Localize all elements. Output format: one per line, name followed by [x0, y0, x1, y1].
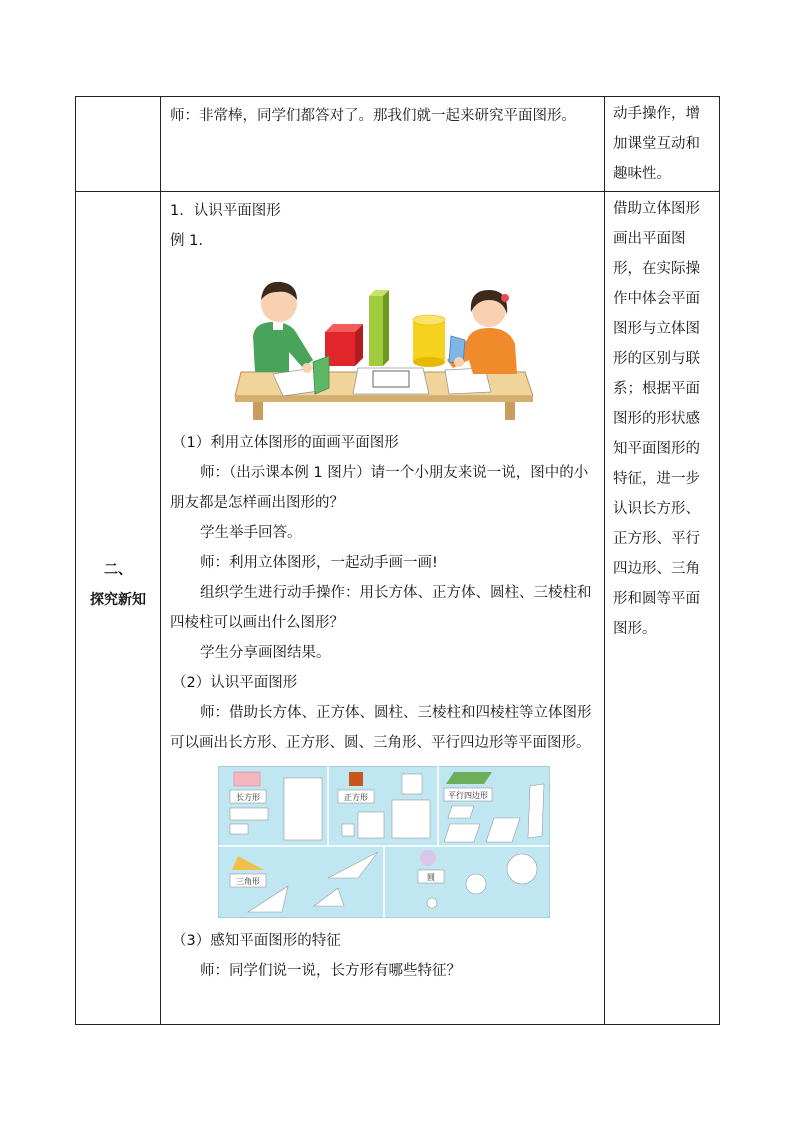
section-cell: [76, 192, 161, 1025]
table-row: [76, 192, 720, 1025]
section-name: 探究新知: [90, 592, 146, 608]
section-cell: [76, 97, 161, 192]
table-row: [76, 97, 720, 192]
part1-title: （1）利用立体图形的面画平面图形: [172, 435, 399, 451]
square-label: 正方形: [344, 793, 368, 802]
circle-label: 圆: [427, 873, 435, 882]
parallelogram-color-swatch: [446, 772, 492, 784]
section-heading: 1．认识平面图形: [170, 203, 281, 219]
note-cell: [605, 97, 720, 192]
triangle-label: 三角形: [236, 877, 260, 886]
part1-paragraph-2: 学生举手回答。: [200, 525, 302, 541]
lesson-plan-table: [75, 96, 720, 1025]
rectangle-label: 长方形: [236, 793, 260, 802]
content-cell: [161, 97, 605, 192]
part1-paragraph-3: 师：利用立体图形，一起动手画一画!: [200, 555, 438, 571]
part2-title: （2）认识平面图形: [172, 675, 298, 691]
circle-color-swatch: [420, 850, 436, 866]
design-note: 动手操作，增加课堂互动和趣味性。: [613, 106, 700, 182]
part2-paragraph-1: 师：借助长方体、正方体、圆柱、三棱柱和四棱柱等立体图形可以画出长方形、正方形、圆、三角形、平行四边形等平面图形。: [170, 705, 592, 751]
parallelogram-label: 平行四边形: [448, 791, 488, 800]
part1-paragraph-4: 组织学生进行动手操作：用长方体、正方体、圆柱、三棱柱和四棱柱可以画出什么图形？: [170, 585, 592, 631]
design-note: 借助立体图形画出平面图形，在实际操作中体会平面图形与立体图形的区别与联系；根据平面图形的形状感知平面图形的特征，进一步认识长方形、正方形、平行四边形、三角形和圆等平面图形。: [613, 201, 700, 637]
section-number: 二、: [104, 562, 132, 578]
part1-paragraph-5: 学生分享画图结果。: [200, 645, 331, 661]
example-label: 例 1.: [170, 233, 203, 249]
plane-shapes-panel: [218, 766, 550, 918]
part3-title: （3）感知平面图形的特征: [172, 933, 341, 949]
square-color-swatch: [349, 772, 363, 786]
rectangle-color-swatch: [234, 772, 260, 786]
children-drawing-illustration: [233, 264, 533, 422]
part1-paragraph-1: 师：（出示课本例 1 图片）请一个小朋友来说一说，图中的小朋友都是怎样画出图形的？: [170, 465, 589, 511]
part3-paragraph-1: 师：同学们说一说，长方形有哪些特征？: [200, 963, 461, 979]
note-cell: [605, 192, 720, 1025]
teacher-line: 师：非常棒，同学们都答对了。那我们就一起来研究平面图形。: [170, 108, 576, 124]
content-cell: [161, 192, 605, 1025]
